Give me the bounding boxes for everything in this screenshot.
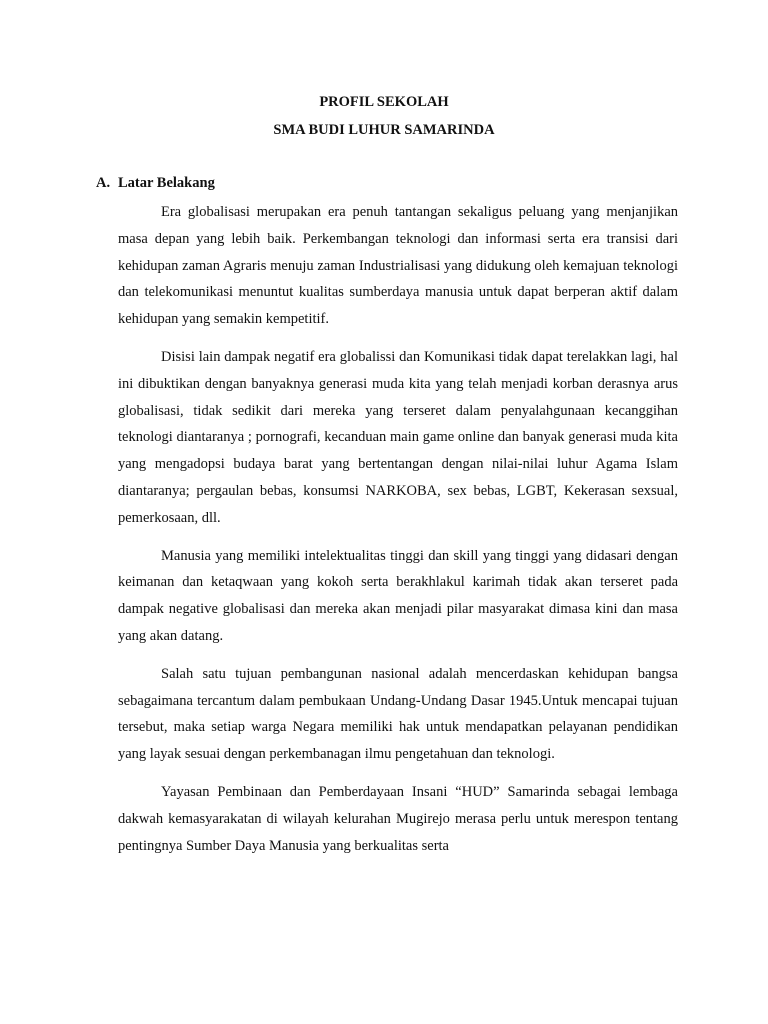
section-title: Latar Belakang: [118, 175, 215, 191]
paragraph: Disisi lain dampak negatif era globalissi dan Komunikasi tidak dapat terelakkan lagi, hal ini dibuktikan dengan banyaknya generasi muda kita yang telah menjadi korban derasnya arus globalisasi, tidak sedikit dari mereka yang terseret dalam penyalahgunaan kecanggihan teknologi diantaranya ; pornografi, kecanduan main game online dan banyak generasi muda kita yang mengadopsi budaya barat yang bertentangan dengan nilai-nilai luhur Agama Islam diantaranya; pergaulan bebas, konsumsi NARKOBA, sex bebas, LGBT, Kekerasan sexsual, pemerkosaan, dll.: [118, 348, 678, 526]
paragraph: Manusia yang memiliki intelektualitas tinggi dan skill yang tinggi yang didasari dengan keimanan dan ketaqwaan yang kokoh serta berakhlakul karimah tidak akan terseret pada dampak negative globalisasi dan mereka akan menjadi pilar masyarakat dimasa kini dan masa yang akan datang.: [118, 547, 678, 644]
school-name: SMA BUDI LUHUR SAMARINDA: [273, 122, 495, 138]
section-body: [118, 199, 678, 859]
document-title: PROFIL SEKOLAH: [319, 94, 449, 110]
paragraph: Salah satu tujuan pembangunan nasional adalah mencerdaskan kehidupan bangsa sebagaimana tercantum dalam pembukaan Undang-Undang Dasar 1945.Untuk mencapai tujuan tersebut, maka setiap warga Negara memiliki hak untuk mendapatkan pelayanan pendidikan yang layak sesuai dengan perkembanagan ilmu pengetahuan dan teknologi.: [118, 665, 678, 763]
section-number: A.: [96, 175, 111, 191]
paragraph: Yayasan Pembinaan dan Pemberdayaan Insani “HUD” Samarinda sebagai lembaga dakwah kemasyarakatan di wilayah kelurahan Mugirejo merasa perlu untuk merespon tentang pentingnya Sumber Daya Manusia yang berkualitas serta: [118, 783, 678, 854]
paragraph: Era globalisasi merupakan era penuh tantangan sekaligus peluang yang menjanjikan masa depan yang lebih baik. Perkembangan teknologi dan informasi serta era transisi dari kehidupan zaman Agraris menuju zaman Industrialisasi yang didukung oleh kemajuan teknologi dan telekomunikasi menuntut kualitas sumberdaya manusia untuk dapat berperan aktif dalam kehidupan yang semakin kempetitif.: [118, 204, 678, 328]
section-heading: [96, 174, 215, 192]
